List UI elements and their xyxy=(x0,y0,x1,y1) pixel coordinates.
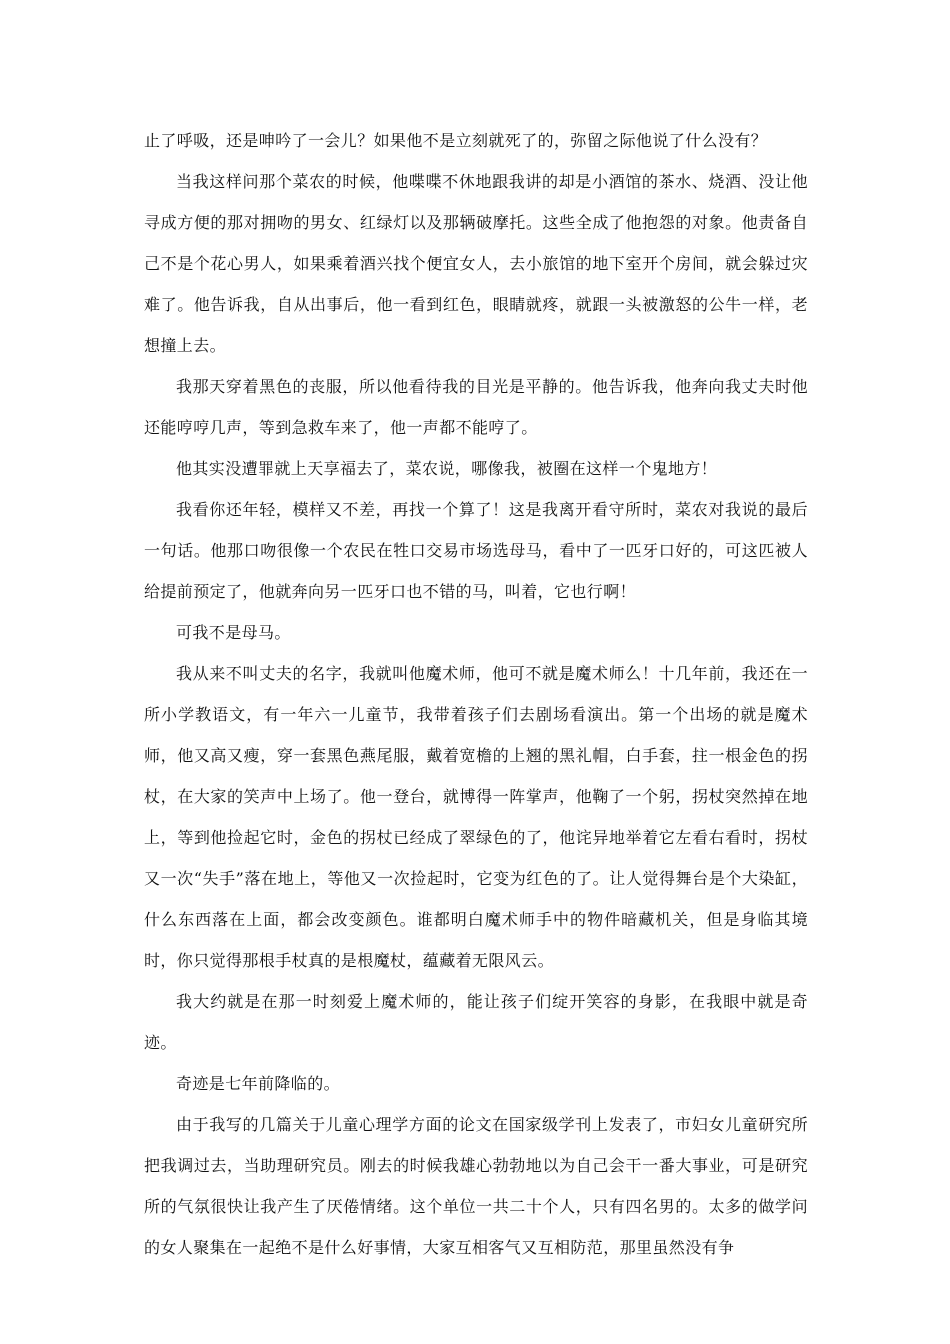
paragraph: 由于我写的几篇关于儿童心理学方面的论文在国家级学刊上发表了，市妇女儿童研究所把我调过去，当助理研究员。刚去的时候我雄心勃勃地以为自己会干一番大事业，可是研究所的气氛很快让我产生了厌倦情绪。这个单位一共二十个人，只有四名男的。太多的做学问的女人聚集在一起绝不是什么好事情，大家互相客气又互相防范，那里虽然没有争 xyxy=(144,1115,808,1257)
paragraph: 我看你还年轻，模样又不差，再找一个算了！这是我离开看守所时，菜农对我说的最后一句话。他那口吻很像一个农民在牲口交易市场选母马，看中了一匹牙口好的，可这匹被人给提前预定了，他就奔向另一匹牙口也不错的马，叫着，它也行啊！ xyxy=(144,500,808,601)
paragraph: 当我这样问那个菜农的时候，他喋喋不休地跟我讲的却是小酒馆的茶水、烧酒、没让他寻成方便的那对拥吻的男女、红绿灯以及那辆破摩托。这些全成了他抱怨的对象。他责备自己不是个花心男人，如果乘着酒兴找个便宜女人，去小旅馆的地下室开个房间，就会躲过灾难了。他告诉我，自从出事后，他一看到红色，眼睛就疼，就跟一头被激怒的公牛一样，老想撞上去。 xyxy=(144,172,808,355)
paragraph: 可我不是母马。 xyxy=(176,623,291,642)
paragraph: 我大约就是在那一时刻爱上魔术师的，能让孩子们绽开笑容的身影，在我眼中就是奇迹。 xyxy=(144,992,808,1052)
paragraph-continuation: 止了呼吸，还是呻吟了一会儿？如果他不是立刻就死了的，弥留之际他说了什么没有？ xyxy=(144,131,768,150)
paragraph: 奇迹是七年前降临的。 xyxy=(176,1074,341,1093)
body-text xyxy=(144,120,808,1268)
paragraph: 我那天穿着黑色的丧服，所以他看待我的目光是平静的。他告诉我，他奔向我丈夫时他还能哼哼几声，等到急救车来了，他一声都不能哼了。 xyxy=(144,377,808,437)
paragraph: 他其实没遭罪就上天享福去了，菜农说，哪像我，被圈在这样一个鬼地方！ xyxy=(176,459,718,478)
paragraph: 我从来不叫丈夫的名字，我就叫他魔术师，他可不就是魔术师么！十几年前，我还在一所小学教语文，有一年六一儿童节，我带着孩子们去剧场看演出。第一个出场的就是魔术师，他又高又瘦，穿一套黑色燕尾服，戴着宽檐的上翘的黑礼帽，白手套，拄一根金色的拐杖，在大家的笑声中上场了。他一登台，就博得一阵掌声，他鞠了一个躬，拐杖突然掉在地上，等到他捡起它时，金色的拐杖已经成了翠绿色的了，他诧异地举着它左看右看时，拐杖又一次“失手”落在地上，等他又一次捡起时，它变为红色的了。让人觉得舞台是个大染缸，什么东西落在上面，都会改变颜色。谁都明白魔术师手中的物件暗藏机关，但是身临其境时，你只觉得那根手杖真的是根魔杖，蕴藏着无限风云。 xyxy=(144,664,808,970)
